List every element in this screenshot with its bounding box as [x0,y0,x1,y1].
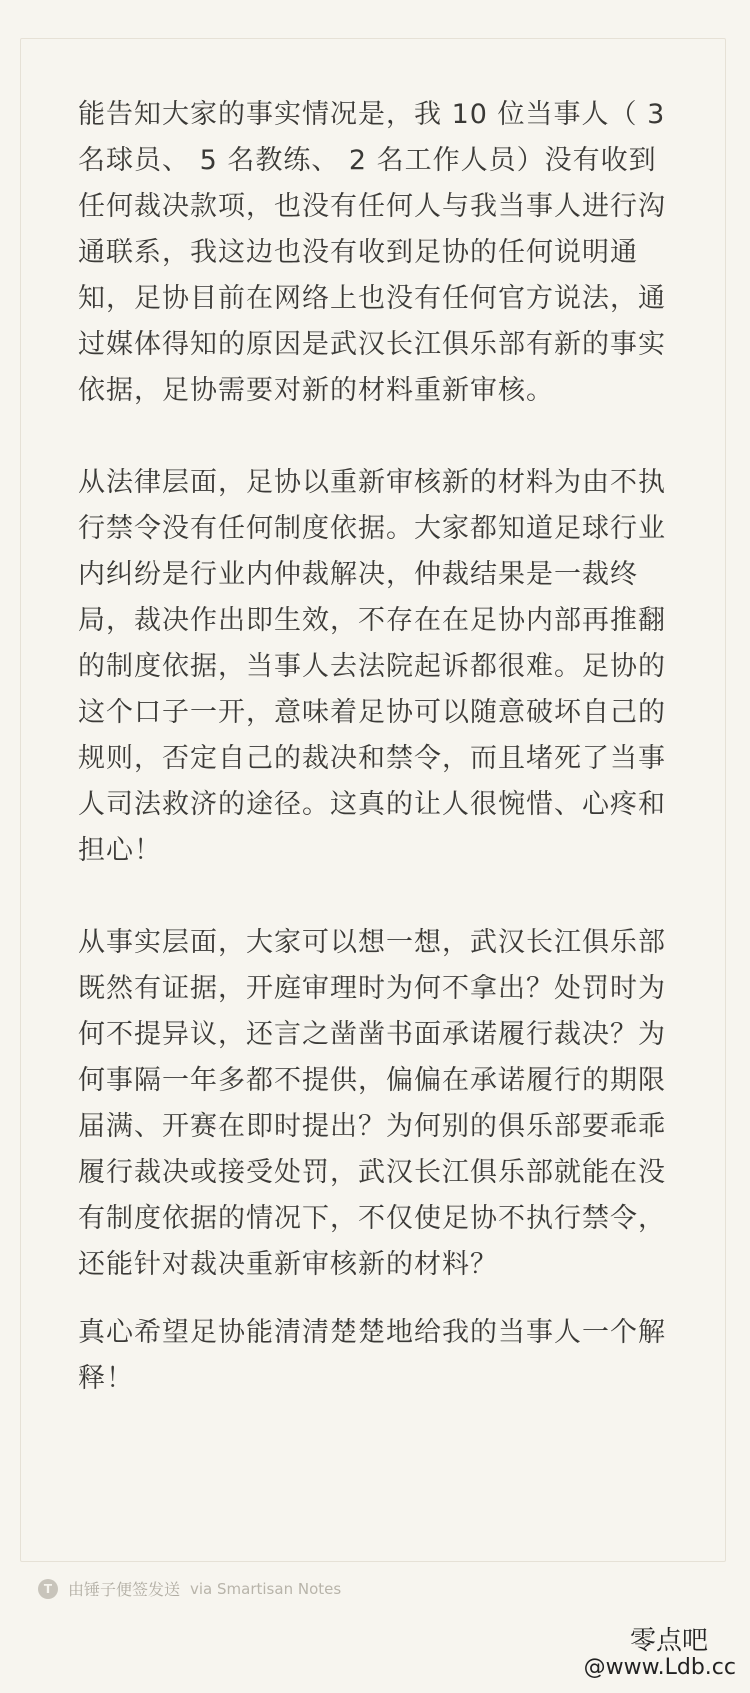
paragraph-facts: 能告知大家的事实情况是，我 10 位当事人（ 3 名球员、 5 名教练、 2 名工作人员）没有收到任何裁决款项，也没有任何人与我当事人进行沟通联系，我这边也没有收到足协的任何说明通知，足协目前在网络上也没有任何官方说法，通过媒体得知的原因是武汉长江俱乐部有新的事实依据，足协需要对新的材料重新审核。 [78,99,666,406]
note-footer [38,1577,341,1600]
smartisan-t-icon: T [38,1579,58,1599]
paragraph-factual-questions: 从事实层面，大家可以想一想，武汉长江俱乐部既然有证据，开庭审理时为何不拿出？处罚时为何不提异议，还言之凿凿书面承诺履行裁决？为何事隔一年多都不提供，偏偏在承诺履行的期限届满、开赛在即时提出？为何别的俱乐部要乖乖履行裁决或接受处罚，武汉长江俱乐部就能在没有制度依据的情况下，不仅使足协不执行禁令，还能针对裁决重新审核新的材料？ [78,927,666,1280]
watermark-site-name: 零点吧 [629,1626,708,1656]
paragraph-legal: 从法律层面，足协以重新审核新的材料为由不执行禁令没有任何制度依据。大家都知道足球行业内纠纷是行业内仲裁解决，仲裁结果是一裁终局，裁决作出即生效，不存在在足协内部再推翻的制度依据，当事人去法院起诉都很难。足协的这个口子一开，意味着足协可以随意破坏自己的规则，否定自己的裁决和禁令，而且堵死了当事人司法救济的途径。这真的让人很惋惜、心疼和担心！ [78,467,666,866]
via-app-text: via Smartisan Notes [190,1579,342,1598]
watermark-url: @www.Ldb.cc [583,1655,736,1680]
sent-by-text: 由锤子便签发送 [68,1580,181,1599]
paragraph-closing: 真心希望足协能清清楚楚地给我的当事人一个解释！ [78,1317,666,1394]
watermark [584,1627,736,1681]
note-body [78,92,670,1448]
